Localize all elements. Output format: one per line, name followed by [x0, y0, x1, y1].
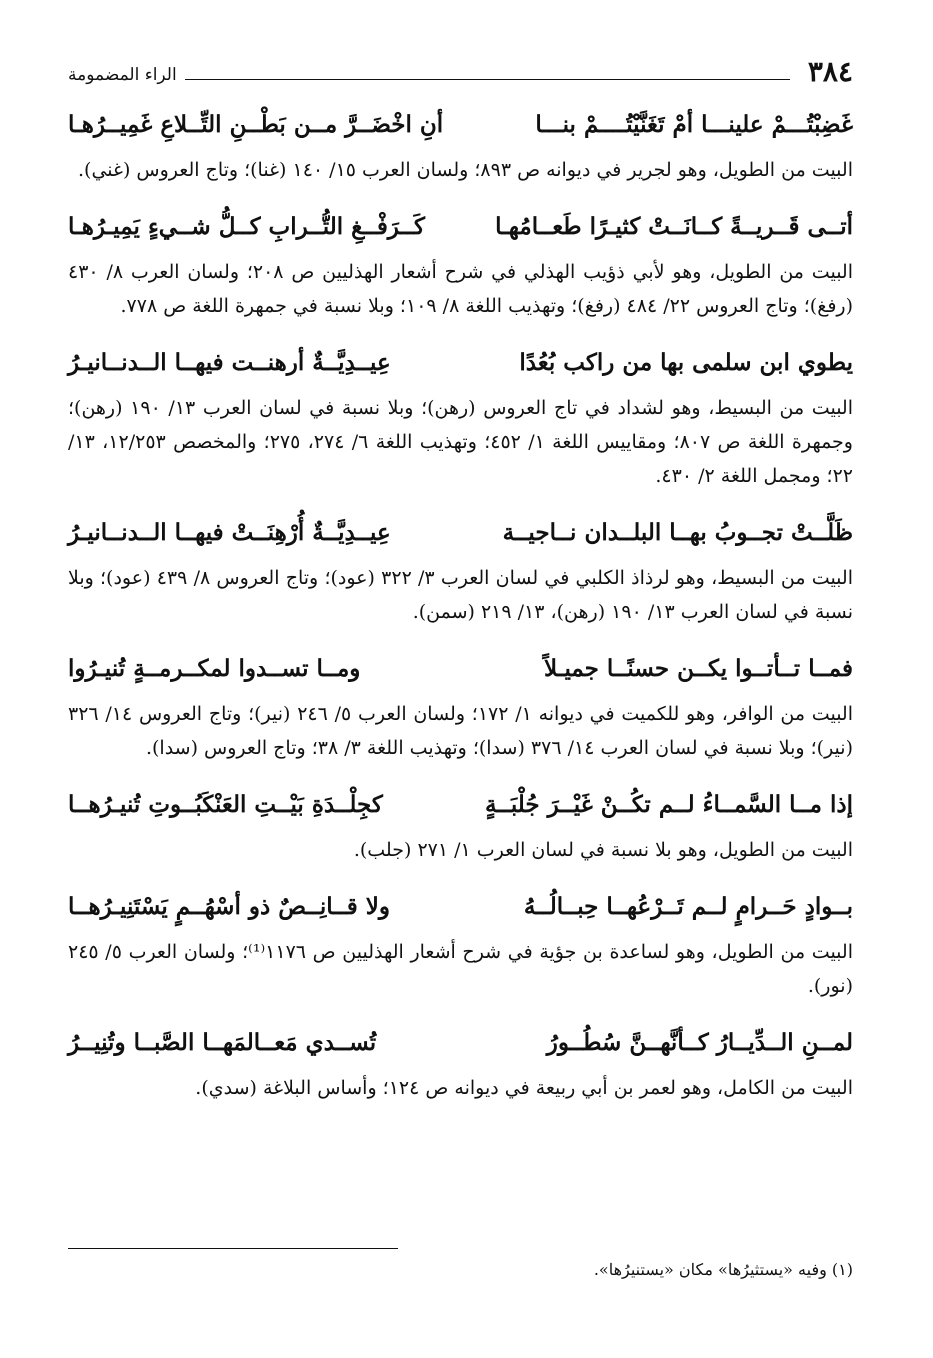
- second-hemistich: ومــا تســدوا لمكــرمــةٍ تُنيـرُوا: [68, 654, 361, 682]
- first-hemistich: ظَلَّــتْ تجــوبُ بهــا البلــدان نــاجيــة: [502, 518, 853, 546]
- verse-line: [68, 877, 853, 935]
- header-rule: [185, 79, 790, 80]
- verse-note: البيت من الطويل، وهو لساعدة بن جؤية في شرح أشعار الهذليين ص ١١٧٦⁽¹⁾؛ ولسان العرب ٥/ ٢٤٥ (نور).: [68, 941, 853, 997]
- verse-line: [68, 333, 853, 391]
- verse-note: البيت من الطويل، وهو لأبي ذؤيب الهذلي في شرح أشعار الهذليين ص ٢٠٨؛ ولسان العرب ٨/ ٤٣٠ (رفغ)؛ وتاج العروس ٢٢/ ٤٨٤ (رفغ)؛ وتهذيب اللغة ٨/ ١٠٩؛ وبلا نسبة في جمهرة اللغة ص ٧٧٨.: [68, 261, 853, 317]
- page-number: ٣٨٤: [807, 55, 853, 88]
- footnote: (١) وفيه «يستثيرُها» مكان «يستنيرُها».: [593, 1260, 853, 1279]
- second-hemistich: تُســدي مَعــالمَهــا الصَّبــا وتُنِيــرُ: [68, 1028, 377, 1056]
- second-hemistich: كَــرَفْــغِ التُّــرابِ كــلُّ شــيءٍ يَمِيـرُهـا: [68, 212, 425, 240]
- verse-line: [68, 639, 853, 697]
- verse-entry: [68, 1013, 853, 1105]
- verse-entry: [68, 775, 853, 867]
- verse-note: البيت من البسيط، وهو لشداد في تاج العروس (رهن)؛ وبلا نسبة في لسان العرب ١٣/ ١٩٠ (رهن)؛ وجمهرة اللغة ص ٨٠٧؛ ومقاييس اللغة ١/ ٤٥٢؛ وتهذيب اللغة ٦/ ٢٧٤، ٢٧٥؛ والمخصص ١٢/٢٥٣، ١٣/ ٢٢؛ ومجمل اللغة ٢/ ٤٣٠.: [68, 397, 853, 487]
- first-hemistich: أتــى قَــريــةً كــانَــتْ كثيـرًا طَعــامُهـا: [495, 212, 853, 240]
- verse-note: البيت من البسيط، وهو لرذاذ الكلبي في لسان العرب ٣/ ٣٢٢ (عود)؛ وتاج العروس ٨/ ٤٣٩ (عود)؛ وبلا نسبة في لسان العرب ١٣/ ١٩٠ (رهن)، ١٣/ ٢١٩ (سمن).: [68, 567, 853, 623]
- second-hemistich: ولا قــانِــصٌ ذو أسْهُــمٍ يَسْتَنِيـرُهــا: [68, 892, 390, 920]
- verse-entry: [68, 877, 853, 1003]
- verse-note: البيت من الكامل، وهو لعمر بن أبي ربيعة في ديوانه ص ١٢٤؛ وأساس البلاغة (سدي).: [195, 1077, 853, 1099]
- footnote-divider: [68, 1248, 398, 1249]
- page-header: [68, 46, 853, 86]
- verse-line: [68, 95, 853, 153]
- second-hemistich: كجِلْــدَةِ بَيْــتِ العَنْكَبُــوتِ تُنيـرُهــا: [68, 790, 383, 818]
- book-page: [68, 0, 853, 1358]
- first-hemistich: يطوي ابن سلمى بها من راكب بُعُدًا: [519, 348, 853, 376]
- verse-line: [68, 503, 853, 561]
- second-hemistich: عِيــدِيَّــةٌ أرهنــت فيهــا الــدنــانيـرُ: [68, 348, 391, 376]
- first-hemistich: بــوادٍ حَــرامٍ لــم تَــرْعُهــا حِبــالُــهُ: [523, 892, 853, 920]
- second-hemistich: أنِ اخْضَــرَّ مــن بَطْــنِ التِّــلاعِ غَمِيــرُهـا: [68, 110, 444, 138]
- verse-entry: [68, 639, 853, 765]
- verse-entry: [68, 503, 853, 629]
- second-hemistich: عِيــدِيَّــةٌ أُرْهِنَــتْ فيهــا الــدنــانيـرُ: [68, 518, 391, 546]
- verse-note: البيت من الطويل، وهو بلا نسبة في لسان العرب ١/ ٢٧١ (جلب).: [353, 839, 853, 861]
- first-hemistich: غَضِبْتُـــمْ علينـــا أمْ تَغَنَّيْتُــــمْ بنـــا: [535, 110, 853, 138]
- verse-entry: [68, 197, 853, 323]
- running-title: الراء المضمومة: [68, 65, 177, 85]
- verse-entry: [68, 333, 853, 493]
- verse-line: [68, 775, 853, 833]
- first-hemistich: فمــا تــأتــوا يكــن حسنًــا جميـلاً: [543, 654, 853, 682]
- verse-line: [68, 1013, 853, 1071]
- verse-line: [68, 197, 853, 255]
- verse-entry: [68, 95, 853, 187]
- verse-note: البيت من الوافر، وهو للكميت في ديوانه ١/ ١٧٢؛ ولسان العرب ٥/ ٢٤٦ (نير)؛ وتاج العروس ١٤/ ٣٢٦ (نير)؛ وبلا نسبة في لسان العرب ١٤/ ٣٧٦ (سدا)؛ وتهذيب اللغة ٣/ ٣٨؛ وتاج العروس (سدا).: [68, 703, 854, 759]
- first-hemistich: لمــنِ الــدِّيــارُ كــأنَّهــنَّ سُطُــورُ: [546, 1028, 853, 1056]
- first-hemistich: إذا مــا السَّمــاءُ لــم تكُــنْ غَيْــرَ جُلْبَــةٍ: [485, 790, 853, 818]
- verse-note: البيت من الطويل، وهو لجرير في ديوانه ص ٨٩٣؛ ولسان العرب ١٥/ ١٤٠ (غنا)؛ وتاج العروس (غني).: [78, 159, 853, 181]
- page-content: [68, 95, 853, 1115]
